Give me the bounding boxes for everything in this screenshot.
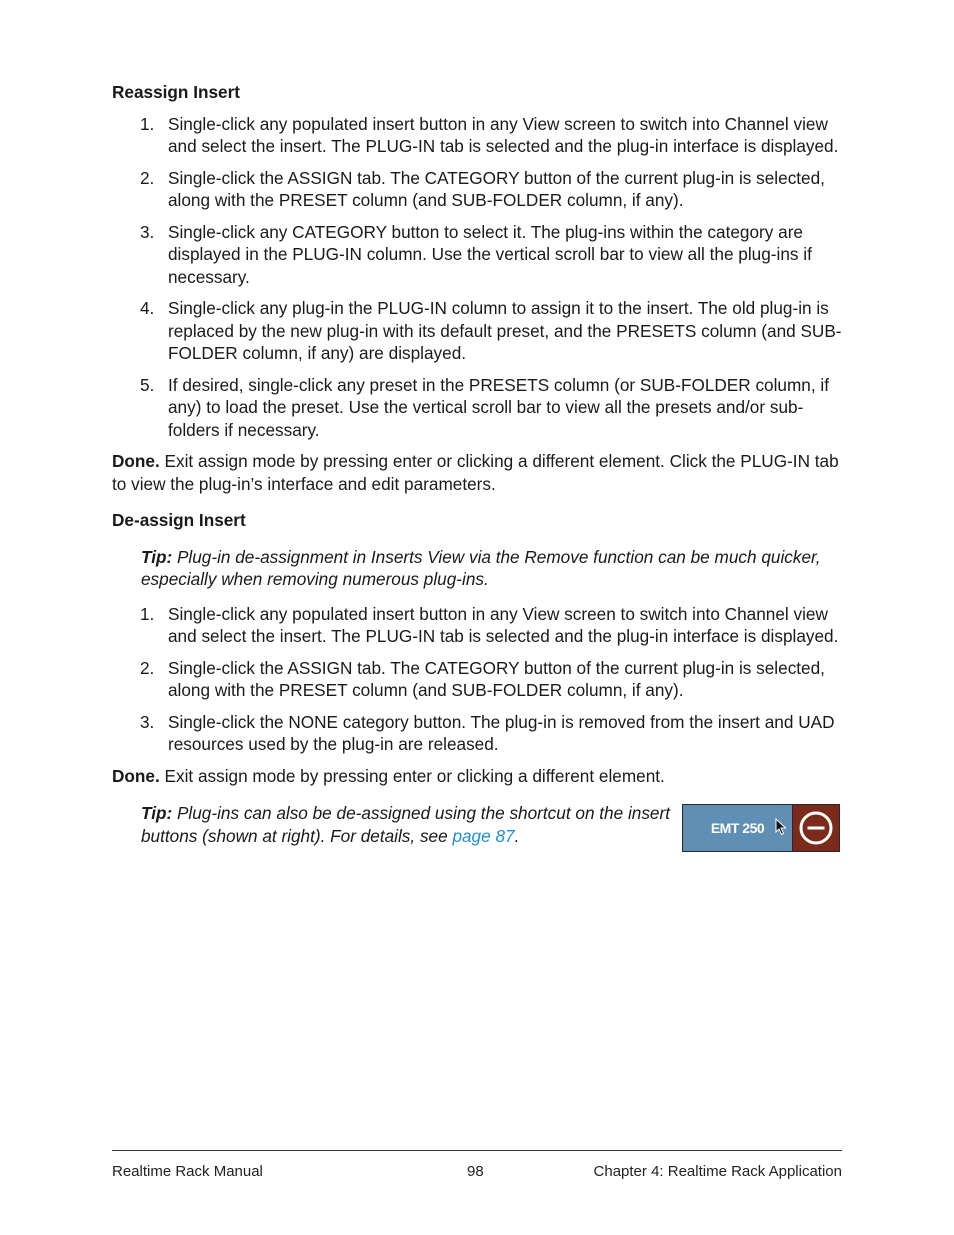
step-text: Single-click any populated insert button in any View screen to switch into Channel view and select the insert. The PLUG-IN tab is selected and the plug-in interface is displayed.: [168, 603, 839, 646]
insert-name-label: EMT 250: [710, 819, 765, 836]
step-number: 2.: [140, 167, 155, 188]
shortcut-tip: [141, 802, 671, 847]
done-text: Exit assign mode by pressing enter or clicking a different element. Click the PLUG-IN tab to view the plug-in’s interface and edit parameters.: [112, 451, 839, 494]
remove-insert-button[interactable]: [793, 805, 839, 851]
reassign-heading: Reassign Insert: [112, 82, 240, 102]
step-number: 3.: [140, 221, 155, 242]
step-number: 2.: [140, 657, 155, 678]
list-item: [112, 297, 842, 365]
footer-divider: [112, 1150, 842, 1151]
done-text: Exit assign mode by pressing enter or clicking a different element.: [159, 765, 665, 786]
list-item: [112, 603, 842, 648]
deassign-done-paragraph: [112, 765, 842, 788]
tip-end: .: [514, 825, 520, 846]
deassign-tip: [141, 546, 842, 591]
page-link[interactable]: page 87: [452, 825, 515, 846]
insert-button-illustration: [682, 804, 840, 852]
tip-label: Tip:: [141, 546, 173, 567]
shortcut-tip-row: [112, 802, 842, 858]
list-item: [112, 711, 842, 756]
tip-text: Plug-in de-assignment in Inserts View via the Remove function can be much quicker, especially when removing numerous plug-ins.: [141, 546, 821, 589]
list-item: [112, 657, 842, 702]
list-item: [112, 113, 842, 158]
list-item: [112, 221, 842, 289]
reassign-done-paragraph: [112, 450, 842, 495]
insert-name-button[interactable]: [683, 805, 793, 851]
step-text: Single-click any plug-in the PLUG-IN column to assign it to the insert. The old plug-in is replaced by the new plug-in with its default preset, and the PRESETS column (and SUB-FOLDER column, if any) are displayed.: [168, 298, 842, 363]
step-number: 5.: [140, 374, 155, 395]
mouse-pointer-icon: [775, 818, 787, 836]
reassign-steps: [112, 113, 842, 442]
footer-page-number: 98: [467, 1163, 484, 1180]
footer-manual-title: Realtime Rack Manual: [112, 1163, 263, 1180]
deassign-steps: [112, 603, 842, 756]
step-text: If desired, single-click any preset in the PRESETS column (or SUB-FOLDER column, if any) to load the preset. Use the vertical scroll bar to view all the presets and/or sub-folders if necessary.: [168, 374, 829, 440]
step-text: Single-click the ASSIGN tab. The CATEGORY button of the current plug-in is selected, along with the PRESET column (and SUB-FOLDER column, if any).: [168, 167, 825, 210]
step-text: Single-click any CATEGORY button to select it. The plug-ins within the category are displayed in the PLUG-IN column. Use the vertical scroll bar to view all the plug-ins if necessary.: [168, 221, 812, 287]
step-text: Single-click any populated insert button in any View screen to switch into Channel view and select the insert. The PLUG-IN tab is selected and the plug-in interface is displayed.: [168, 113, 839, 156]
page-content: [112, 81, 842, 858]
done-label: Done.: [112, 451, 160, 471]
footer-chapter-title: Chapter 4: Realtime Rack Application: [593, 1163, 842, 1180]
list-item: [112, 167, 842, 212]
step-text: Single-click the NONE category button. The plug-in is removed from the insert and UAD resources used by the plug-in are released.: [168, 711, 835, 754]
step-number: 4.: [140, 298, 155, 318]
step-number: 3.: [140, 711, 155, 732]
done-label: Done.: [112, 765, 160, 786]
step-text: Single-click the ASSIGN tab. The CATEGORY button of the current plug-in is selected, along with the PRESET column (and SUB-FOLDER column, if any).: [168, 657, 825, 700]
tip-text: Plug-ins can also be de-assigned using the shortcut on the insert buttons (shown at right). For details, see: [141, 803, 670, 846]
step-number: 1.: [140, 603, 155, 624]
tip-label: Tip:: [141, 803, 173, 823]
minus-circle-icon: [798, 810, 834, 846]
step-number: 1.: [140, 113, 155, 134]
deassign-heading: De-assign Insert: [112, 510, 246, 530]
list-item: [112, 374, 842, 442]
